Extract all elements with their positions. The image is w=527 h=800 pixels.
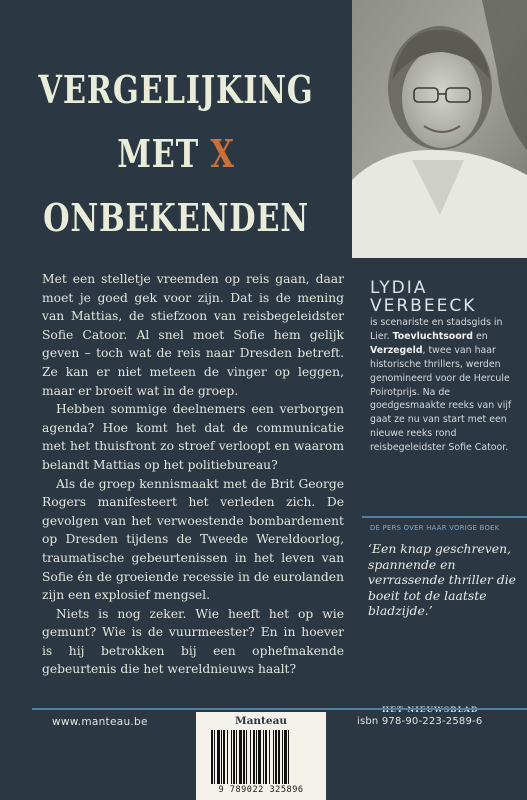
press-divider-top [362,516,527,518]
publisher-website: www.manteau.be [52,716,148,728]
barcode-image [211,730,311,784]
author-name [370,279,520,315]
author-first-name: LYDIA [370,278,428,298]
barcode-digits: 9 789022 325896 [218,785,304,795]
author-photo [352,0,527,258]
press-quote: ‘Een knap geschreven, spannende en verrassende thriller die boeit tot de laatste bladzijde.’ [368,541,516,619]
title-line-3: ONBEKENDEN [43,195,309,240]
book-title [35,58,317,250]
title-line-2 [35,122,317,186]
bio-book-2: Verzegeld [370,344,423,356]
title-x: X [210,131,235,176]
author-portrait-image [352,0,527,258]
blurb-paragraph-2: Hebben sommige deelnemers een verborgen agenda? Hoe komt het dat de communicatie met het thuisfront zo stroef verloopt en waarom belandt Mattias op het politiebureau? [42,402,344,472]
title-line-1: VERGELIJKING [38,67,314,112]
footer-divider [32,708,527,710]
blurb-paragraph-1: Met een stelletje vreemden op reis gaan, daar moet je goed gek voor zijn. Dat is de mening van Mattias, de stiefzoon van reisbegeleidster Sofie Catoor. Al snel moet Sofie hem gelijk geven – toch wat de reis naar Dresden betreft. Ze kan er niet meteen de vinger op leggen, maar er broeit wat in de groep. [42,272,344,398]
barcode-panel [196,712,326,800]
bio-part-2: en [473,330,488,342]
blurb-paragraph-3: Als de groep kennismaakt met de Brit George Rogers manifesteert het verleden zich. De gevolgen van het verwoestende bombardement op Dresden tijdens de Tweede Wereldoorlog, traumatische gebeurtenissen in het leven van Sofie én de groeiende recessie in de eurolanden zijn een explosief mengsel. [42,476,344,603]
blurb-text [42,270,344,679]
bio-book-1: Toevluchtsoord [392,330,474,342]
bio-part-1: is scenariste en stadsgids in Lier. [370,317,503,342]
author-last-name: VERBEECK [370,296,477,316]
press-label: DE PERS OVER HAAR VORIGE BOEK [370,524,500,532]
author-bio [370,316,520,455]
publisher-name: Manteau [234,715,288,727]
bio-part-3: , twee van haar historische thrillers, werden genomineerd voor de Hercule Poirotprijs. Na de goedgesmaakte reeks van vijf gaat ze nu van start met een nieuwe reeks rond reisbegeleidster Sofie Catoor. [370,344,512,454]
title-word-met: MET [117,131,200,176]
isbn-number: isbn 978-90-223-2589-6 [357,716,483,727]
blurb-paragraph-4: Niets is nog zeker. Wie heeft het op wie gemunt? Wie is de vuurmeester? En in hoever is hij betrokken bij een ophefmakende gebeurtenis die het wereldnieuws haalt? [42,606,344,677]
